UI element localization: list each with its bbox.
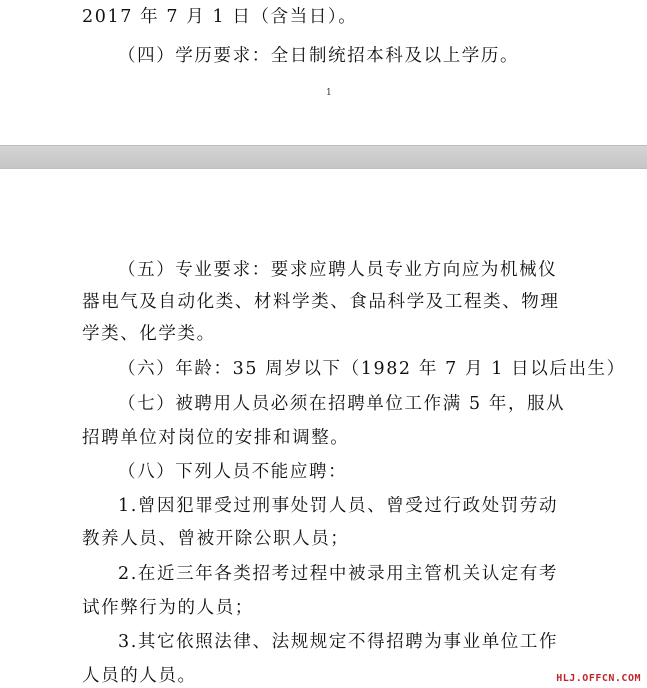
- text-line-service-term-2: 招聘单位对岗位的安排和调整。: [82, 428, 350, 448]
- text-line-ineligible-item-2: 2.在近三年各类招考过程中被录用主管机关认定有考: [118, 564, 559, 584]
- text-line-major-requirement: （五）专业要求：要求应聘人员专业方向应为机械仪: [118, 260, 558, 280]
- text-line-ineligible-item-3b: 人员的人员。: [82, 666, 197, 686]
- text-line-education-requirement: （四）学历要求：全日制统招本科及以上学历。: [118, 46, 520, 66]
- document-page-2: [0, 169, 647, 688]
- text-line-service-term: （七）被聘用人员必须在招聘单位工作满 5 年，服从: [118, 394, 566, 414]
- text-line-ineligible-item-2b: 试作弊行为的人员；: [82, 598, 254, 618]
- page-number: 1: [326, 88, 332, 98]
- text-line-eligibility-date: 2017 年 7 月 1 日（含当日）。: [82, 7, 358, 27]
- page-separator: [0, 145, 647, 169]
- text-line-ineligible-item-1b: 教养人员、曾被开除公职人员；: [82, 529, 350, 549]
- site-watermark: HLJ.OFFCN.COM: [556, 673, 641, 684]
- document-page-1: [0, 0, 647, 145]
- text-line-ineligible-heading: （八）下列人员不能应聘：: [118, 462, 348, 482]
- text-line-ineligible-item-1: 1.曾因犯罪受过刑事处罚人员、曾受过行政处罚劳动: [118, 496, 559, 516]
- text-line-major-requirement-3: 学类、化学类。: [82, 324, 216, 344]
- text-line-major-requirement-2: 器电气及自动化类、材料学类、食品科学及工程类、物理: [82, 292, 560, 312]
- text-line-age-requirement: （六）年龄：35 周岁以下（1982 年 7 月 1 日以后出生）: [118, 359, 626, 379]
- text-line-ineligible-item-3: 3.其它依照法律、法规规定不得招聘为事业单位工作: [118, 632, 559, 652]
